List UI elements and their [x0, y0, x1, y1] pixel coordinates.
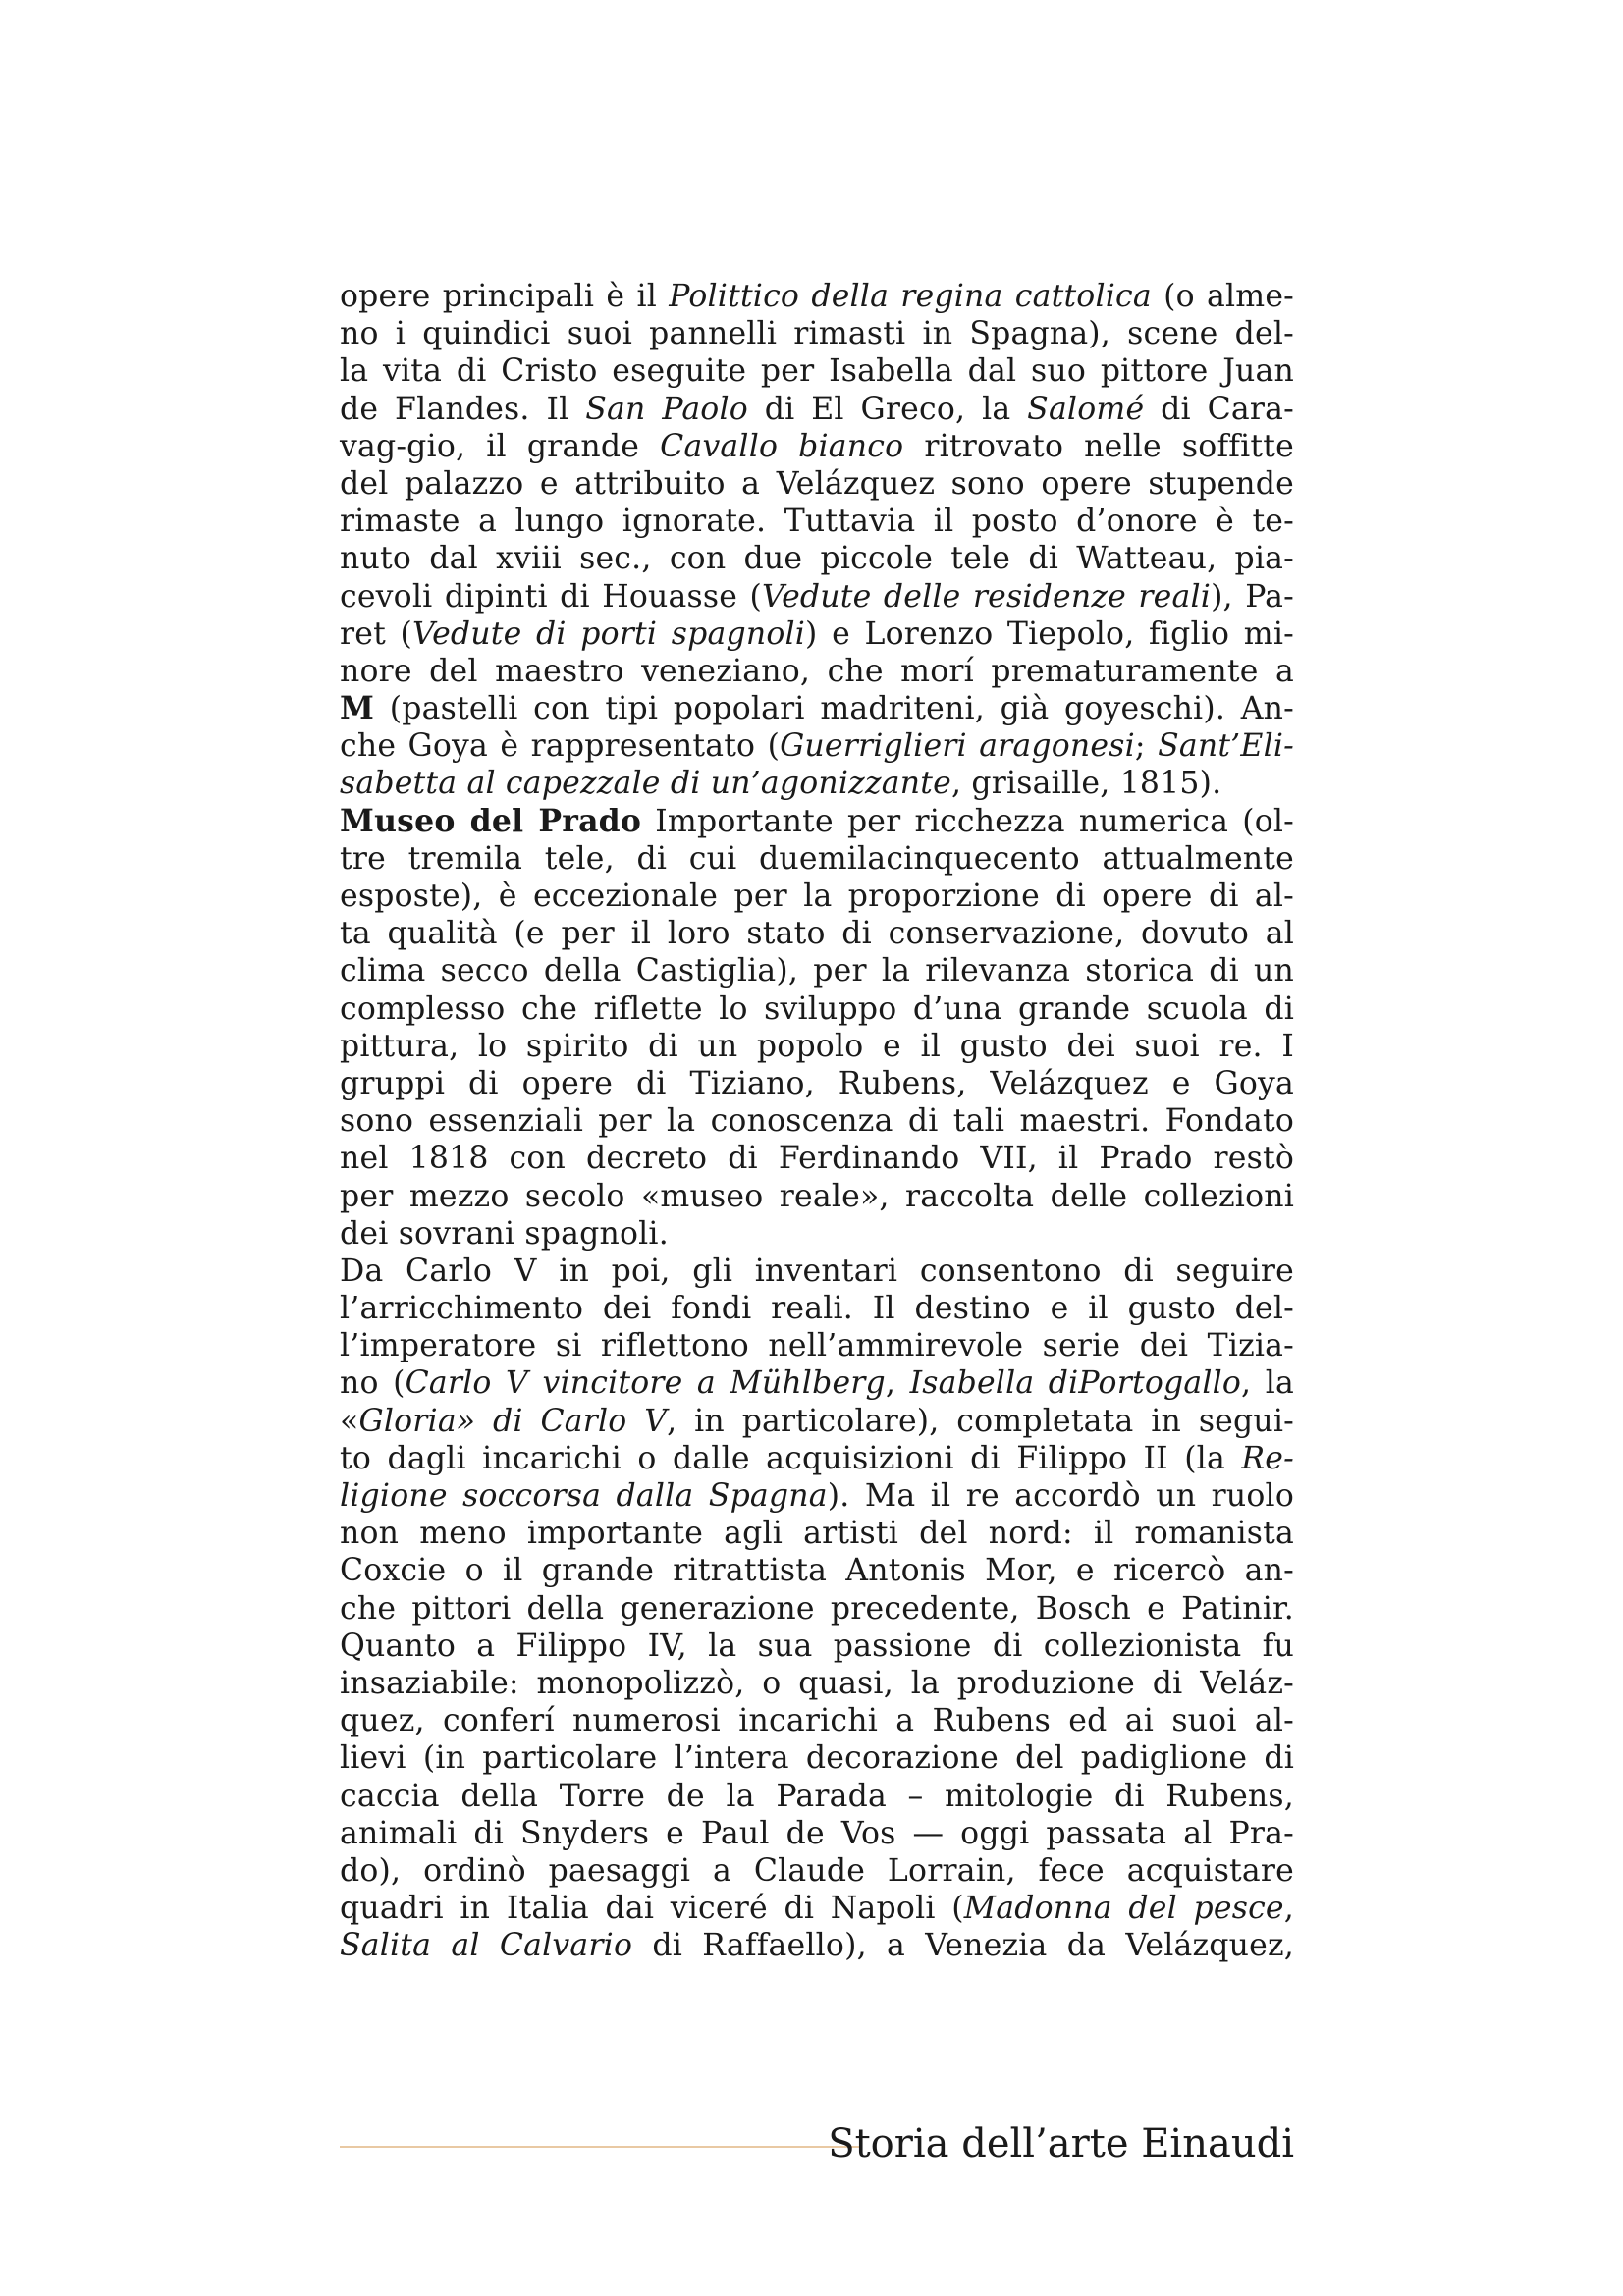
text-run: ta qualità (e per il loro stato di conservazione, dovuto al — [340, 916, 1294, 952]
text-run: per mezzo secolo «museo reale», raccolta delle collezioni — [340, 1178, 1294, 1214]
text-line — [340, 1253, 1294, 1290]
text-run: ret ( — [340, 615, 413, 652]
text-run: dei sovrani spagnoli. — [340, 1215, 669, 1252]
text-run: gruppi di opere di Tiziano, Rubens, Velázquez e Goya — [340, 1065, 1294, 1101]
text-line — [340, 503, 1294, 540]
text-run: animali di Snyders e Paul de Vos — oggi passata al Pra- — [340, 1815, 1294, 1851]
text-run: ). Ma il re accordò un ruolo — [827, 1478, 1294, 1514]
running-footer — [340, 2119, 1294, 2168]
text-line — [340, 1739, 1294, 1777]
italic-title: Vedute di porti spagnoli — [412, 615, 806, 652]
text-line — [340, 727, 1294, 765]
italic-title: sabetta al capezzale di un’agonizzante — [340, 766, 951, 802]
text-run: lievi (in particolare l’intera decorazione del padiglione di — [340, 1740, 1294, 1777]
text-run: tre tremila tele, di cui duemilacinquecento attualmente — [340, 840, 1294, 877]
text-line — [340, 1403, 1294, 1440]
text-run: to dagli incarichi o dalle acquisizioni di Filippo II (la — [340, 1440, 1242, 1476]
italic-title: Madonna del pesce — [963, 1891, 1284, 1927]
text-run: ) e Lorenzo Tiepolo, figlio mi- — [805, 615, 1294, 652]
text-run: vag-gio, il grande — [340, 428, 661, 464]
text-run: cevoli dipinti di Houasse ( — [340, 578, 763, 614]
text-run: do), ordinò paesaggi a Claude Lorrain, fece acquistare — [340, 1852, 1294, 1889]
italic-title: Guerriglieri aragonesi — [780, 728, 1135, 765]
body-text — [340, 278, 1294, 1964]
text-line — [340, 578, 1294, 615]
text-run: « — [340, 1403, 359, 1439]
text-line — [340, 278, 1294, 315]
text-run: Importante per ricchezza numerica (ol- — [641, 803, 1294, 839]
text-line — [340, 1890, 1294, 1927]
text-run: l’imperatore si riflettono nell’ammirevole serie dei Tizia- — [340, 1328, 1294, 1364]
text-run: no ( — [340, 1365, 406, 1402]
text-line — [340, 690, 1294, 727]
text-run: , la — [1241, 1365, 1294, 1402]
text-run: Coxcie o il grande ritrattista Antonis Mor, e ricercò an- — [340, 1553, 1294, 1589]
text-run: nore del maestro veneziano, che morí prematuramente a — [340, 653, 1294, 689]
text-line — [340, 1290, 1294, 1327]
text-run: che pittori della generazione precedente, Bosch e Patinir. — [340, 1590, 1294, 1627]
text-run: che Goya è rappresentato ( — [340, 728, 781, 765]
text-run: ), Pa- — [1211, 578, 1294, 614]
text-run: , — [885, 1365, 910, 1402]
text-line — [340, 1702, 1294, 1739]
text-run: complesso che riflette lo sviluppo d’una grande scuola di — [340, 990, 1294, 1027]
italic-title: Re- — [1241, 1440, 1294, 1476]
text-run: Quanto a Filippo IV, la sua passione di collezionista fu — [340, 1628, 1294, 1664]
text-line — [340, 1815, 1294, 1852]
text-run: , grisaille, 1815). — [950, 766, 1222, 802]
text-run: sono essenziali per la conoscenza di tali maestri. Fondato — [340, 1103, 1294, 1140]
italic-title: Sant’Eli- — [1158, 728, 1294, 765]
text-run: clima secco della Castiglia), per la rilevanza storica di un — [340, 953, 1294, 989]
italic-title: Vedute delle residenze reali — [762, 578, 1212, 614]
text-run: nel 1818 con decreto di Ferdinando VII, il Prado restò — [340, 1141, 1294, 1177]
text-line — [340, 1140, 1294, 1177]
text-run: rimaste a lungo ignorate. Tuttavia il posto d’onore è te- — [340, 504, 1294, 540]
footer-title: Storia dell’arte Einaudi — [828, 2121, 1294, 2166]
text-line — [340, 1590, 1294, 1628]
italic-title: Salomé — [1027, 391, 1145, 427]
italic-title: Gloria» di Carlo V — [358, 1403, 668, 1439]
text-run: ; — [1134, 728, 1159, 765]
text-run: la vita di Cristo eseguite per Isabella dal suo pittore Juan — [340, 353, 1294, 390]
text-line — [340, 840, 1294, 878]
text-line — [340, 1440, 1294, 1477]
text-line — [340, 1477, 1294, 1515]
text-run: caccia della Torre de la Parada – mitologie di Rubens, — [340, 1778, 1294, 1814]
text-line — [340, 952, 1294, 989]
text-line — [340, 391, 1294, 428]
text-run: di Raffaello), a Venezia da Velázquez, — [632, 1928, 1294, 1964]
text-line — [340, 1628, 1294, 1665]
bold-heading: Museo del Prado — [340, 802, 642, 839]
text-run: nuto dal xviii sec., con due piccole tele di Watteau, pia- — [340, 541, 1294, 577]
text-line — [340, 1927, 1294, 1964]
italic-title: Cavallo bianco — [660, 428, 904, 464]
text-run: de Flandes. Il — [340, 391, 586, 427]
text-line — [340, 1327, 1294, 1364]
text-run: ritrovato nelle soffitte — [903, 428, 1294, 464]
text-run: , — [1283, 1891, 1294, 1927]
text-line — [340, 1778, 1294, 1815]
text-line — [340, 1552, 1294, 1589]
text-run: no i quindici suoi pannelli rimasti in Spagna), scene del- — [340, 316, 1294, 352]
text-run: insaziabile: monopolizzò, o quasi, la produzione di Veláz- — [340, 1665, 1294, 1701]
text-line — [340, 990, 1294, 1028]
text-line — [340, 540, 1294, 577]
text-run: di Cara- — [1144, 391, 1294, 427]
text-run: quadri in Italia dai viceré di Napoli ( — [340, 1891, 964, 1927]
text-line — [340, 315, 1294, 352]
text-line — [340, 1215, 1294, 1253]
text-run: pittura, lo spirito di un popolo e il gusto dei suoi re. I — [340, 1028, 1294, 1064]
text-line — [340, 653, 1294, 690]
text-run: Da Carlo V in poi, gli inventari consentono di seguire — [340, 1253, 1294, 1289]
text-line — [340, 465, 1294, 503]
italic-title: Carlo V vincitore a Mühlberg — [405, 1365, 886, 1402]
text-line — [340, 1178, 1294, 1215]
text-line — [340, 1065, 1294, 1102]
text-run: quez, conferí numerosi incarichi a Rubens ed ai suoi al- — [340, 1703, 1294, 1739]
text-run: del palazzo e attribuito a Velázquez sono opere stupende — [340, 465, 1294, 502]
text-run: l’arricchimento dei fondi reali. Il destino e il gusto del- — [340, 1291, 1294, 1327]
text-run: , in particolare), completata in segui- — [667, 1403, 1294, 1439]
text-line — [340, 915, 1294, 952]
text-line — [340, 352, 1294, 390]
text-line — [340, 428, 1294, 465]
bold-heading: M — [340, 690, 375, 727]
text-line — [340, 803, 1294, 840]
text-line — [340, 1852, 1294, 1890]
text-run: (o alme- — [1151, 279, 1295, 314]
italic-title: Polittico della regina cattolica — [669, 279, 1152, 314]
italic-title: ligione soccorsa dalla Spagna — [340, 1478, 828, 1514]
text-line — [340, 765, 1294, 802]
italic-title: San Paolo — [585, 391, 748, 427]
text-run: di El Greco, la — [747, 391, 1028, 427]
text-run: (pastelli con tipi popolari madriteni, già goyeschi). An- — [374, 691, 1294, 727]
text-run: esposte), è eccezionale per la proporzione di opere di al- — [340, 879, 1294, 914]
italic-title: Salita al Calvario — [340, 1928, 633, 1964]
text-run: opere principali è il — [340, 279, 670, 314]
text-line — [340, 1364, 1294, 1402]
text-line — [340, 1102, 1294, 1140]
text-run: non meno importante agli artisti del nord: il romanista — [340, 1516, 1294, 1552]
text-line — [340, 878, 1294, 915]
text-line — [340, 1515, 1294, 1552]
text-line — [340, 1028, 1294, 1065]
italic-title: Isabella diPortogallo — [909, 1365, 1242, 1402]
footer-rule — [340, 2146, 860, 2148]
text-line — [340, 1665, 1294, 1702]
text-line — [340, 615, 1294, 653]
